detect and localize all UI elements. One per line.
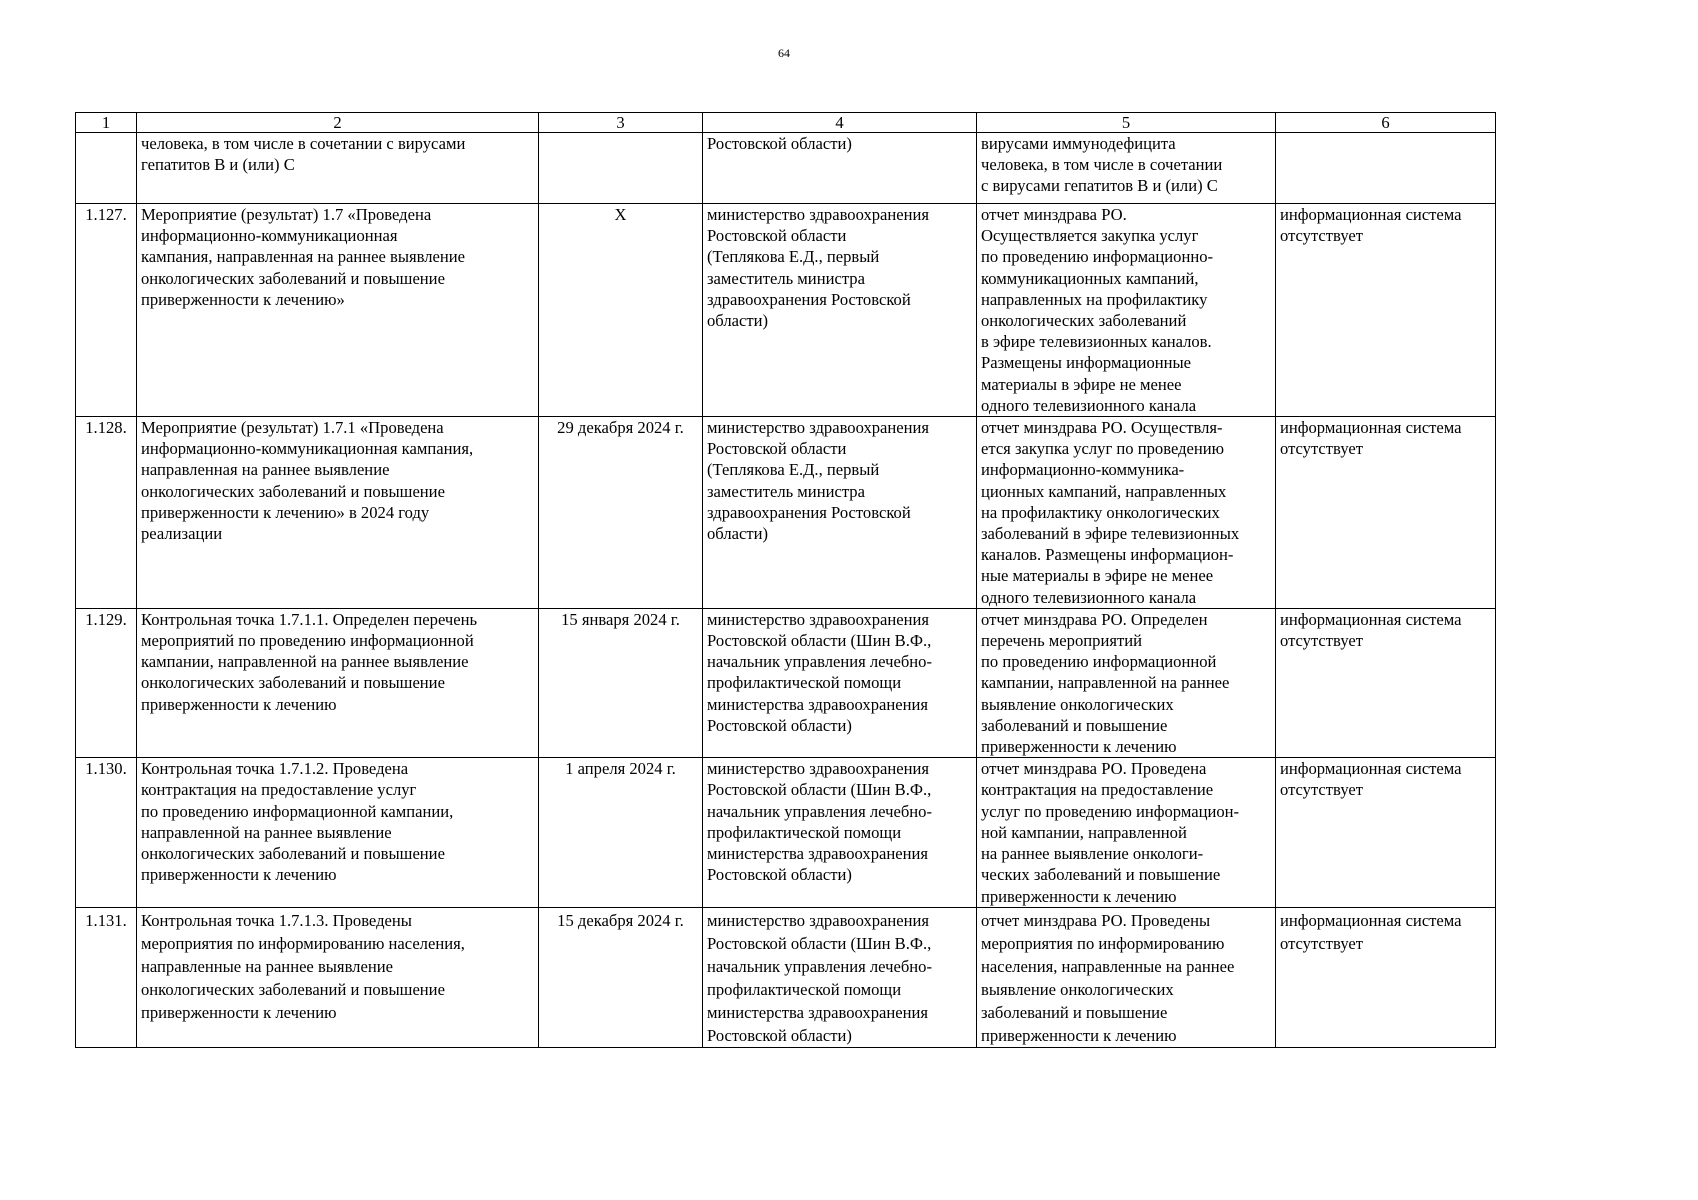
responsible-executor: министерство здравоохранения Ростовской области (Теплякова Е.Д., первый заместитель министра здравоохранения Ростовской области) (703, 204, 977, 417)
confirmation-report: отчет минздрава РО. Осуществля- ется закупка услуг по проведению информационно-коммуника- ционных кампаний, направленных на профилактику онкологических заболеваний в эфире телевизионных каналов. Размещены информацион- ные материалы в эфире не менее одного телевизионного канала (977, 417, 1276, 609)
page-number: 64 (778, 46, 790, 60)
table-row (76, 204, 1496, 417)
information-system: информационная система отсутствует (1276, 608, 1496, 757)
table-row (76, 133, 1496, 204)
table-row (76, 417, 1496, 609)
table-row (76, 608, 1496, 757)
information-system: информационная система отсутствует (1276, 417, 1496, 609)
row-number (76, 133, 137, 204)
deadline-date: 15 января 2024 г. (539, 608, 703, 757)
activity-name: Контрольная точка 1.7.1.2. Проведена контрактация на предоставление услуг по проведению информационной кампании, направленной на раннее выявление онкологических заболеваний и повышение приверженности к лечению (137, 758, 539, 907)
column-header: 1 (76, 113, 137, 133)
confirmation-report: отчет минздрава РО. Проведена контрактация на предоставление услуг по проведению информацион- ной кампании, направленной на раннее выявление онкологи- ческих заболеваний и повышение приверженности к лечению (977, 758, 1276, 907)
deadline-date: 15 декабря 2024 г. (539, 907, 703, 1047)
column-header: 5 (977, 113, 1276, 133)
row-number: 1.131. (76, 907, 137, 1047)
information-system: информационная система отсутствует (1276, 758, 1496, 907)
row-number: 1.127. (76, 204, 137, 417)
deadline-date: 1 апреля 2024 г. (539, 758, 703, 907)
row-number: 1.129. (76, 608, 137, 757)
information-system: информационная система отсутствует (1276, 907, 1496, 1047)
activity-name: Мероприятие (результат) 1.7 «Проведена информационно-коммуникационная кампания, направленная на раннее выявление онкологических заболеваний и повышение приверженности к лечению» (137, 204, 539, 417)
deadline-date: 29 декабря 2024 г. (539, 417, 703, 609)
deadline-date: Х (539, 204, 703, 417)
confirmation-report: вирусами иммунодефицита человека, в том числе в сочетании с вирусами гепатитов В и (или) С (977, 133, 1276, 204)
responsible-executor: министерство здравоохранения Ростовской области (Теплякова Е.Д., первый заместитель министра здравоохранения Ростовской области) (703, 417, 977, 609)
confirmation-report: отчет минздрава РО. Осуществляется закупка услуг по проведению информационно- коммуникационных кампаний, направленных на профилактику онкологических заболеваний в эфире телевизионных каналов. Размещены информационные материалы в эфире не менее одного телевизионного канала (977, 204, 1276, 417)
table-row (76, 758, 1496, 907)
information-system (1276, 133, 1496, 204)
row-number: 1.130. (76, 758, 137, 907)
table-row (76, 907, 1496, 1047)
responsible-executor: Ростовской области) (703, 133, 977, 204)
column-header: 3 (539, 113, 703, 133)
confirmation-report: отчет минздрава РО. Проведены мероприятия по информированию населения, направленные на раннее выявление онкологических заболеваний и повышение приверженности к лечению (977, 907, 1276, 1047)
responsible-executor: министерство здравоохранения Ростовской области (Шин В.Ф., начальник управления лечебно- профилактической помощи министерства здравоохранения Ростовской области) (703, 907, 977, 1047)
column-header: 2 (137, 113, 539, 133)
activity-name: Мероприятие (результат) 1.7.1 «Проведена информационно-коммуникационная кампания, направленная на раннее выявление онкологических заболеваний и повышение приверженности к лечению» в 2024 году реализации (137, 417, 539, 609)
confirmation-report: отчет минздрава РО. Определен перечень мероприятий по проведению информационной кампании, направленной на раннее выявление онкологических заболеваний и повышение приверженности к лечению (977, 608, 1276, 757)
responsible-executor: министерство здравоохранения Ростовской области (Шин В.Ф., начальник управления лечебно- профилактической помощи министерства здравоохранения Ростовской области) (703, 608, 977, 757)
activity-name: человека, в том числе в сочетании с вирусами гепатитов В и (или) С (137, 133, 539, 204)
plan-table (75, 112, 1496, 1048)
column-header: 4 (703, 113, 977, 133)
responsible-executor: министерство здравоохранения Ростовской области (Шин В.Ф., начальник управления лечебно- профилактической помощи министерства здравоохранения Ростовской области) (703, 758, 977, 907)
information-system: информационная система отсутствует (1276, 204, 1496, 417)
row-number: 1.128. (76, 417, 137, 609)
activity-name: Контрольная точка 1.7.1.3. Проведены мероприятия по информированию населения, направленные на раннее выявление онкологических заболеваний и повышение приверженности к лечению (137, 907, 539, 1047)
column-header: 6 (1276, 113, 1496, 133)
deadline-date (539, 133, 703, 204)
table-header-row (76, 113, 1496, 133)
activity-name: Контрольная точка 1.7.1.1. Определен перечень мероприятий по проведению информационной кампании, направленной на раннее выявление онкологических заболеваний и повышение приверженности к лечению (137, 608, 539, 757)
